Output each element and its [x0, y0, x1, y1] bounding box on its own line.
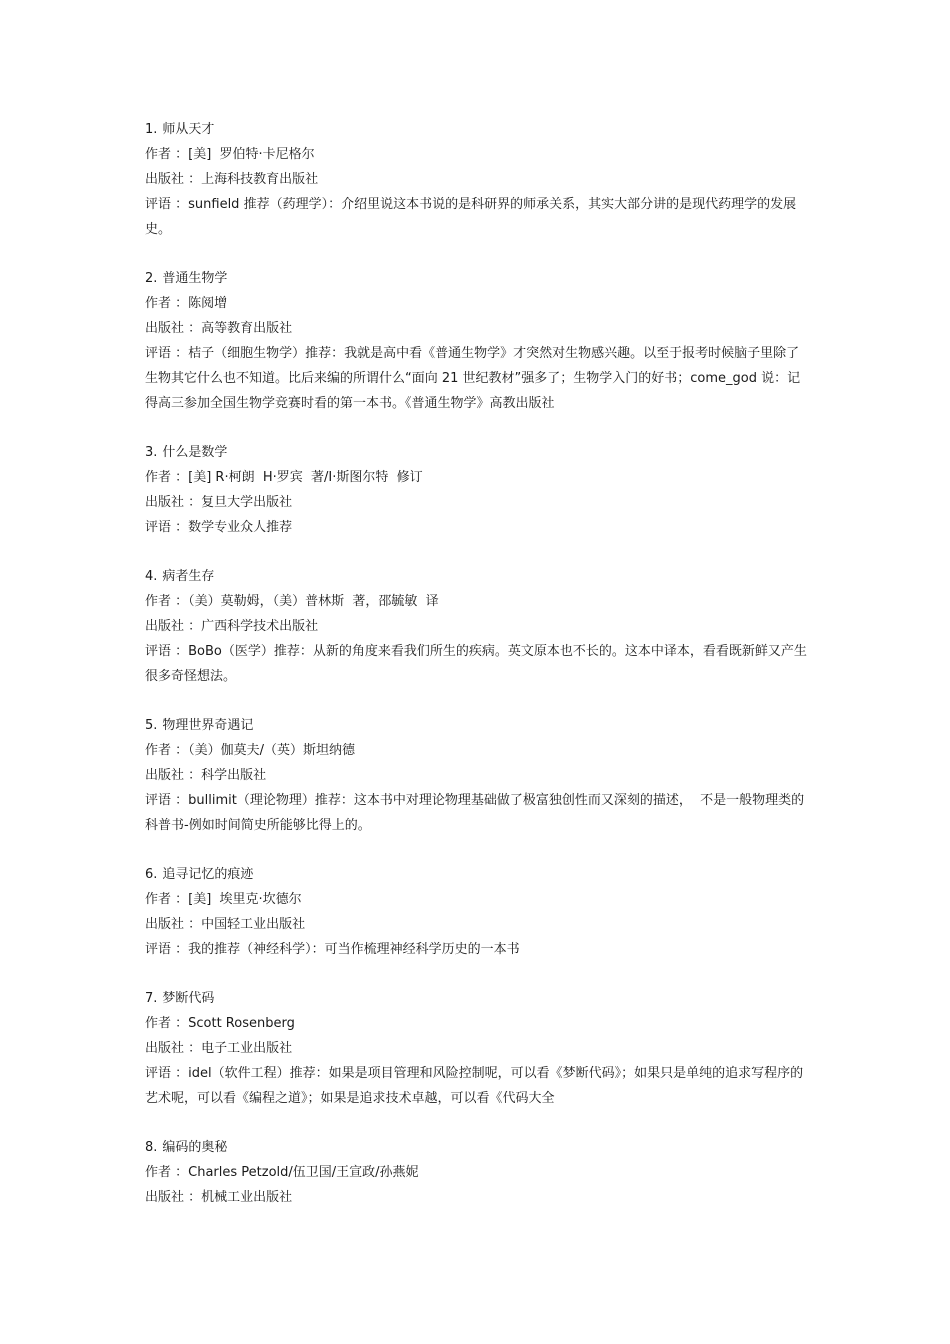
book-author: 作者 ：陈阅增	[145, 296, 228, 311]
book-author: 作者 ：Scott Rosenberg	[145, 1016, 295, 1031]
book-title: 什么是数学	[162, 445, 228, 460]
book-number: 4.	[145, 569, 158, 584]
book-publisher: 出版社 ：电子工业出版社	[145, 1041, 293, 1056]
book-author: 作者 ：[美] 罗伯特·卡尼格尔	[145, 147, 315, 162]
book-number: 6.	[145, 867, 158, 882]
book-author: 作者 ：（美）莫勒姆，（美）普林斯 著，邵毓敏 译	[145, 594, 439, 609]
book-title: 普通生物学	[162, 271, 228, 286]
book-author: 作者 ：Charles Petzold/伍卫国/王宣政/孙燕妮	[145, 1165, 419, 1180]
book-author: 作者 ：[美] R·柯朗 H·罗宾 著/I·斯图尔特 修订	[145, 470, 423, 485]
book-title-line	[145, 1135, 810, 1160]
book-review: 评语 ：sunfield 推荐（药理学）：介绍里说这本书说的是科研界的师承关系，其实大部分讲的是现代药理学的发展史。	[145, 197, 797, 237]
book-review: 评语 ：bullimit（理论物理）推荐：这本书中对理论物理基础做了极富独创性而又深刻的描述， 不是一般物理类的科普书-例如时间简史所能够比得上的。	[145, 793, 805, 833]
book-entry-5	[145, 713, 810, 838]
book-entry-2	[145, 266, 810, 416]
book-title: 追寻记忆的痕迹	[162, 867, 254, 882]
book-review: 评语 ：桔子（细胞生物学）推荐：我就是高中看《普通生物学》才突然对生物感兴趣。以至于报考时候脑子里除了生物其它什么也不知道。比后来编的所谓什么“面向 21 世纪教材”强多了；生物学入门的好书；come_god 说：记得高三参加全国生物学竞赛时看的第一本书。《普通生物学》高教出版社	[145, 346, 801, 411]
book-publisher: 出版社 ：科学出版社	[145, 768, 267, 783]
book-title: 梦断代码	[162, 991, 215, 1006]
book-review: 评语 ：我的推荐（神经科学）：可当作梳理神经科学历史的一本书	[145, 942, 520, 957]
book-title-line	[145, 117, 810, 142]
book-publisher: 出版社 ：广西科学技术出版社	[145, 619, 319, 634]
book-number: 7.	[145, 991, 158, 1006]
book-review: 评语 ：BoBo（医学）推荐：从新的角度来看我们所生的疾病。英文原本也不长的。这本中译本，看看既新鲜又产生很多奇怪想法。	[145, 644, 807, 684]
book-title-line	[145, 986, 810, 1011]
book-number: 8.	[145, 1140, 158, 1155]
book-entry-8	[145, 1135, 810, 1210]
book-review: 评语 ：数学专业众人推荐	[145, 520, 293, 535]
book-author: 作者 ：[美] 埃里克·坎德尔	[145, 892, 302, 907]
book-publisher: 出版社 ：中国轻工业出版社	[145, 917, 306, 932]
book-entry-6	[145, 862, 810, 962]
book-title: 师从天才	[162, 122, 215, 137]
book-title-line	[145, 266, 810, 291]
book-title-line	[145, 564, 810, 589]
book-author: 作者 ：（美）伽莫夫/（英）斯坦纳德	[145, 743, 356, 758]
book-publisher: 出版社 ：机械工业出版社	[145, 1190, 293, 1205]
book-entry-7	[145, 986, 810, 1111]
book-entry-4	[145, 564, 810, 689]
book-review: 评语 ：idel（软件工程）推荐：如果是项目管理和风险控制呢，可以看《梦断代码》；如果只是单纯的追求写程序的艺术呢，可以看《编程之道》；如果是追求技术卓越，可以看《代码大全	[145, 1066, 804, 1106]
book-number: 2.	[145, 271, 158, 286]
book-publisher: 出版社 ：复旦大学出版社	[145, 495, 293, 510]
book-entry-3	[145, 440, 810, 540]
document-page	[145, 117, 810, 1234]
book-number: 3.	[145, 445, 158, 460]
book-title: 编码的奥秘	[162, 1140, 228, 1155]
book-number: 5.	[145, 718, 158, 733]
book-entry-1	[145, 117, 810, 242]
book-publisher: 出版社 ：高等教育出版社	[145, 321, 293, 336]
book-title-line	[145, 713, 810, 738]
book-title: 病者生存	[162, 569, 215, 584]
book-number: 1.	[145, 122, 158, 137]
book-title-line	[145, 862, 810, 887]
book-title: 物理世界奇遇记	[162, 718, 254, 733]
book-publisher: 出版社 ：上海科技教育出版社	[145, 172, 319, 187]
book-title-line	[145, 440, 810, 465]
